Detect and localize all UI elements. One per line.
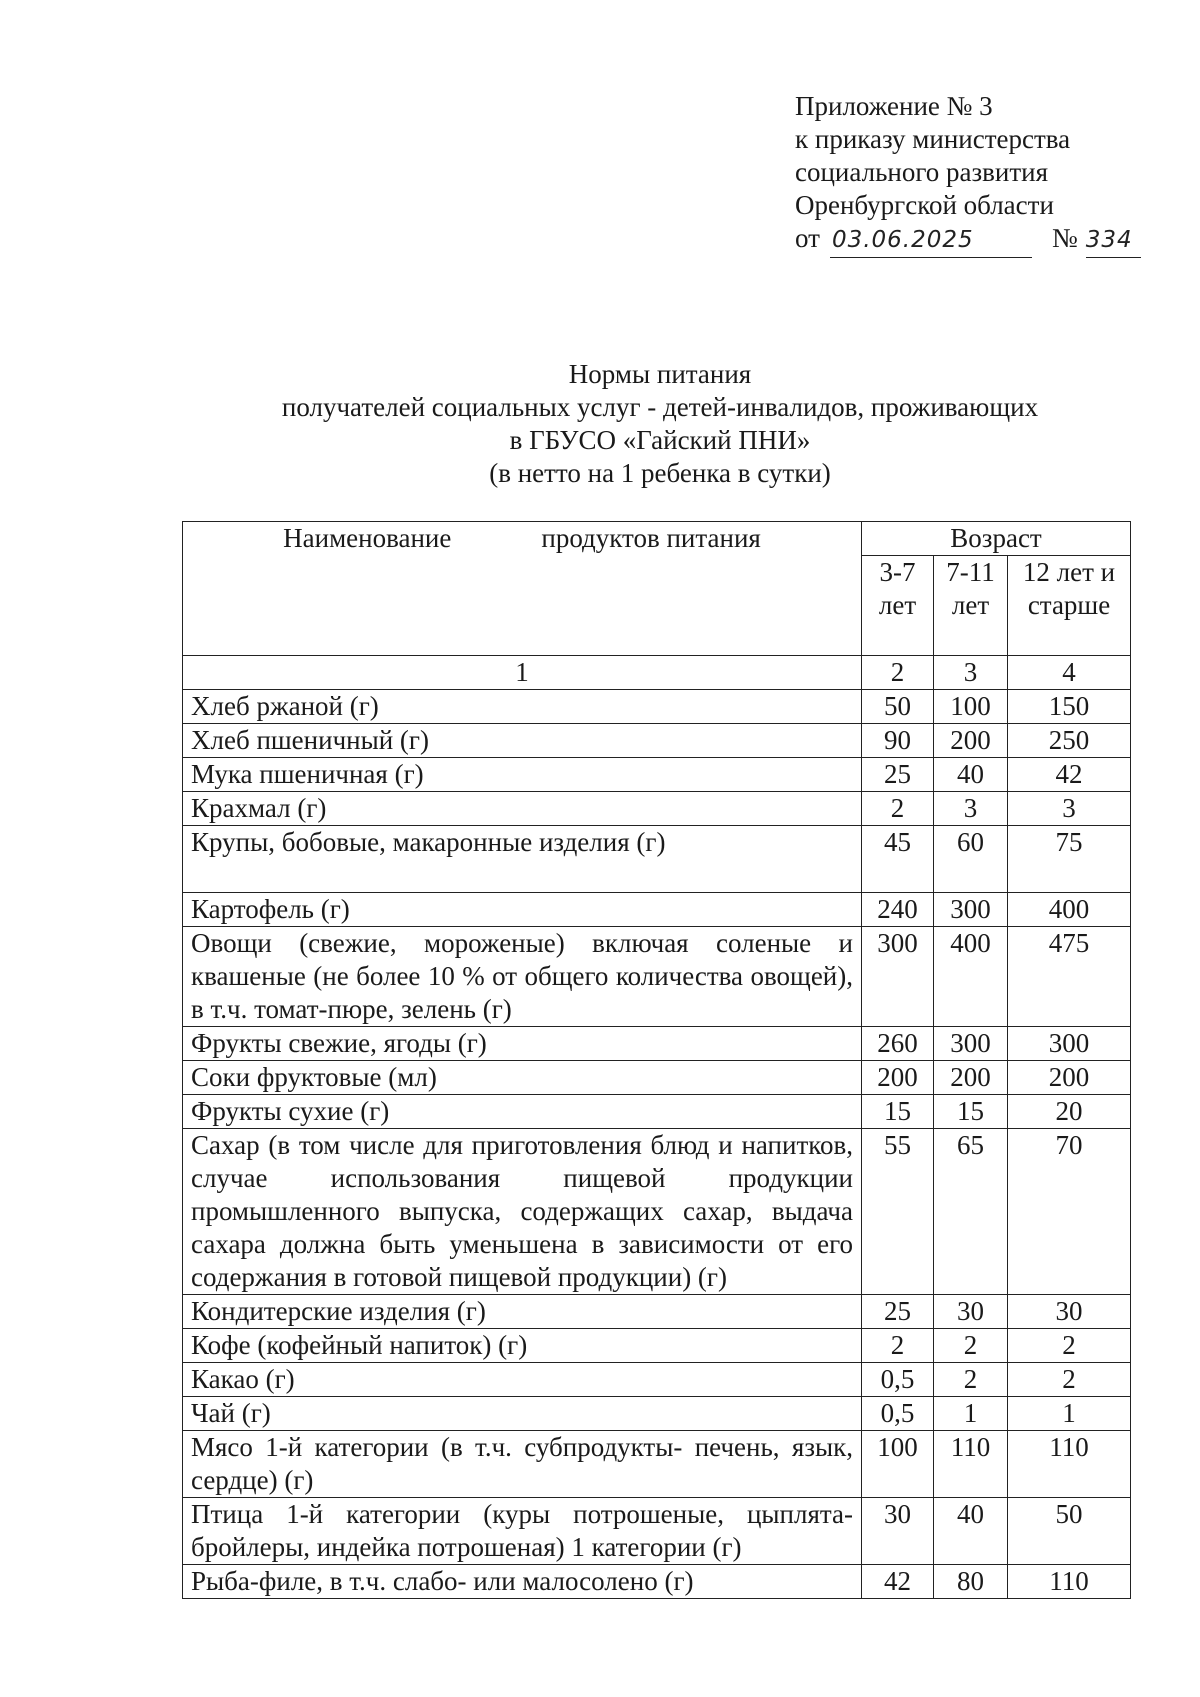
value-7-11-cell: 65 <box>934 1129 1008 1295</box>
product-name-cell: Крахмал (г) <box>183 792 862 826</box>
value-7-11-cell: 2 <box>934 1329 1008 1363</box>
number-label: № <box>1051 223 1078 253</box>
table-row <box>183 1129 1131 1295</box>
product-name-cell: Чай (г) <box>183 1397 862 1431</box>
header-name-part-1: Наименование <box>283 523 452 553</box>
value-7-11-cell: 100 <box>934 690 1008 724</box>
value-7-11-cell: 30 <box>934 1295 1008 1329</box>
value-3-7-cell: 100 <box>862 1431 934 1498</box>
header-product-name <box>183 522 862 656</box>
column-index: 2 <box>862 656 934 690</box>
table-row <box>183 1498 1131 1565</box>
value-12-plus-cell: 75 <box>1008 826 1131 893</box>
product-name-cell: Мясо 1-й категории (в т.ч. субпродукты- печень, язык, сердце) (г) <box>183 1431 862 1498</box>
header-age-group: 3-7 лет <box>862 556 934 656</box>
header-age: Возраст <box>862 522 1131 556</box>
product-name-cell: Хлеб ржаной (г) <box>183 690 862 724</box>
table-row <box>183 1329 1131 1363</box>
value-3-7-cell: 25 <box>862 1295 934 1329</box>
value-3-7-cell: 30 <box>862 1498 934 1565</box>
value-3-7-cell: 240 <box>862 893 934 927</box>
value-12-plus-cell: 30 <box>1008 1295 1131 1329</box>
title-line-3: в ГБУСО «Гайский ПНИ» <box>509 425 811 455</box>
table-row <box>183 1565 1131 1599</box>
value-7-11-cell: 300 <box>934 1027 1008 1061</box>
table-row <box>183 893 1131 927</box>
value-7-11-cell: 15 <box>934 1095 1008 1129</box>
value-12-plus-cell: 20 <box>1008 1095 1131 1129</box>
value-12-plus-cell: 42 <box>1008 758 1131 792</box>
value-3-7-cell: 300 <box>862 927 934 1027</box>
product-name-cell: Крупы, бобовые, макаронные изделия (г) <box>183 826 862 893</box>
value-12-plus-cell: 110 <box>1008 1431 1131 1498</box>
order-number: 334 <box>1086 224 1141 258</box>
value-3-7-cell: 260 <box>862 1027 934 1061</box>
nutrition-norms-table <box>182 521 1131 1599</box>
header-name-part-2: продуктов питания <box>541 523 761 553</box>
product-name-cell: Фрукты свежие, ягоды (г) <box>183 1027 862 1061</box>
value-12-plus-cell: 150 <box>1008 690 1131 724</box>
title-line-2: получателей социальных услуг - детей-инвалидов, проживающих <box>281 392 1039 422</box>
product-name-cell: Рыба-филе, в т.ч. слабо- или малосолено (г) <box>183 1565 862 1599</box>
table-row <box>183 690 1131 724</box>
value-3-7-cell: 0,5 <box>862 1363 934 1397</box>
value-12-plus-cell: 110 <box>1008 1565 1131 1599</box>
product-name-cell: Кофе (кофейный напиток) (г) <box>183 1329 862 1363</box>
value-12-plus-cell: 3 <box>1008 792 1131 826</box>
table-row <box>183 1061 1131 1095</box>
value-7-11-cell: 400 <box>934 927 1008 1027</box>
product-name-cell: Какао (г) <box>183 1363 862 1397</box>
value-12-plus-cell: 200 <box>1008 1061 1131 1095</box>
value-7-11-cell: 200 <box>934 1061 1008 1095</box>
table-row <box>183 792 1131 826</box>
value-3-7-cell: 55 <box>862 1129 934 1295</box>
product-name-cell: Картофель (г) <box>183 893 862 927</box>
value-7-11-cell: 60 <box>934 826 1008 893</box>
table-row <box>183 826 1131 893</box>
value-12-plus-cell: 70 <box>1008 1129 1131 1295</box>
table-row <box>183 1431 1131 1498</box>
table-row <box>183 724 1131 758</box>
table-row <box>183 1095 1131 1129</box>
product-name-cell: Мука пшеничная (г) <box>183 758 862 792</box>
value-12-plus-cell: 1 <box>1008 1397 1131 1431</box>
order-date: 03.06.2025 <box>830 224 1032 258</box>
value-7-11-cell: 40 <box>934 1498 1008 1565</box>
value-3-7-cell: 2 <box>862 1329 934 1363</box>
value-7-11-cell: 2 <box>934 1363 1008 1397</box>
product-name-cell: Хлеб пшеничный (г) <box>183 724 862 758</box>
value-12-plus-cell: 475 <box>1008 927 1131 1027</box>
value-7-11-cell: 300 <box>934 893 1008 927</box>
value-7-11-cell: 1 <box>934 1397 1008 1431</box>
value-3-7-cell: 50 <box>862 690 934 724</box>
annex-line-4: Оренбургской области <box>795 190 1054 220</box>
table-row <box>183 927 1131 1027</box>
value-12-plus-cell: 2 <box>1008 1363 1131 1397</box>
value-7-11-cell: 40 <box>934 758 1008 792</box>
header-age-group: 7-11 лет <box>934 556 1008 656</box>
column-index-row <box>183 656 1131 690</box>
value-3-7-cell: 0,5 <box>862 1397 934 1431</box>
annex-line-3: социального развития <box>795 157 1049 187</box>
value-3-7-cell: 45 <box>862 826 934 893</box>
value-3-7-cell: 15 <box>862 1095 934 1129</box>
value-12-plus-cell: 50 <box>1008 1498 1131 1565</box>
table-row <box>183 1397 1131 1431</box>
document-title <box>180 358 1140 490</box>
value-7-11-cell: 200 <box>934 724 1008 758</box>
annex-line-1: Приложение № 3 <box>795 91 993 121</box>
table-row <box>183 1363 1131 1397</box>
product-name-cell: Сахар (в том числе для приготовления блюд и напитков, случае использования пищевой продукции промышленного выпуска, содержащих сахар, выдача сахара должна быть уменьшена в зависимости от его содержания в готовой пищевой продукции) (г) <box>183 1129 862 1295</box>
value-12-plus-cell: 2 <box>1008 1329 1131 1363</box>
title-line-1: Нормы питания <box>568 359 752 389</box>
header-age-group: 12 лет и старше <box>1008 556 1131 656</box>
order-reference <box>795 222 1175 258</box>
value-3-7-cell: 42 <box>862 1565 934 1599</box>
annex-line-2: к приказу министерства <box>795 124 1071 154</box>
value-7-11-cell: 3 <box>934 792 1008 826</box>
value-7-11-cell: 80 <box>934 1565 1008 1599</box>
column-index: 4 <box>1008 656 1131 690</box>
value-7-11-cell: 110 <box>934 1431 1008 1498</box>
product-name-cell: Соки фруктовые (мл) <box>183 1061 862 1095</box>
product-name-cell: Фрукты сухие (г) <box>183 1095 862 1129</box>
annex-header <box>795 90 1175 258</box>
value-12-plus-cell: 400 <box>1008 893 1131 927</box>
product-name-cell: Птица 1-й категории (куры потрошеные, цыплята-бройлеры, индейка потрошеная) 1 категории (г) <box>183 1498 862 1565</box>
table-row <box>183 1295 1131 1329</box>
value-3-7-cell: 2 <box>862 792 934 826</box>
table-row <box>183 758 1131 792</box>
column-index: 1 <box>183 656 862 690</box>
value-3-7-cell: 90 <box>862 724 934 758</box>
value-12-plus-cell: 250 <box>1008 724 1131 758</box>
value-12-plus-cell: 300 <box>1008 1027 1131 1061</box>
column-index: 3 <box>934 656 1008 690</box>
title-line-4: (в нетто на 1 ребенка в сутки) <box>489 458 831 488</box>
value-3-7-cell: 25 <box>862 758 934 792</box>
from-label: от <box>795 223 820 253</box>
product-name-cell: Овощи (свежие, мороженые) включая соленые и квашеные (не более 10 % от общего количества овощей), в т.ч. томат-пюре, зелень (г) <box>183 927 862 1027</box>
value-3-7-cell: 200 <box>862 1061 934 1095</box>
product-name-cell: Кондитерские изделия (г) <box>183 1295 862 1329</box>
table-row <box>183 1027 1131 1061</box>
